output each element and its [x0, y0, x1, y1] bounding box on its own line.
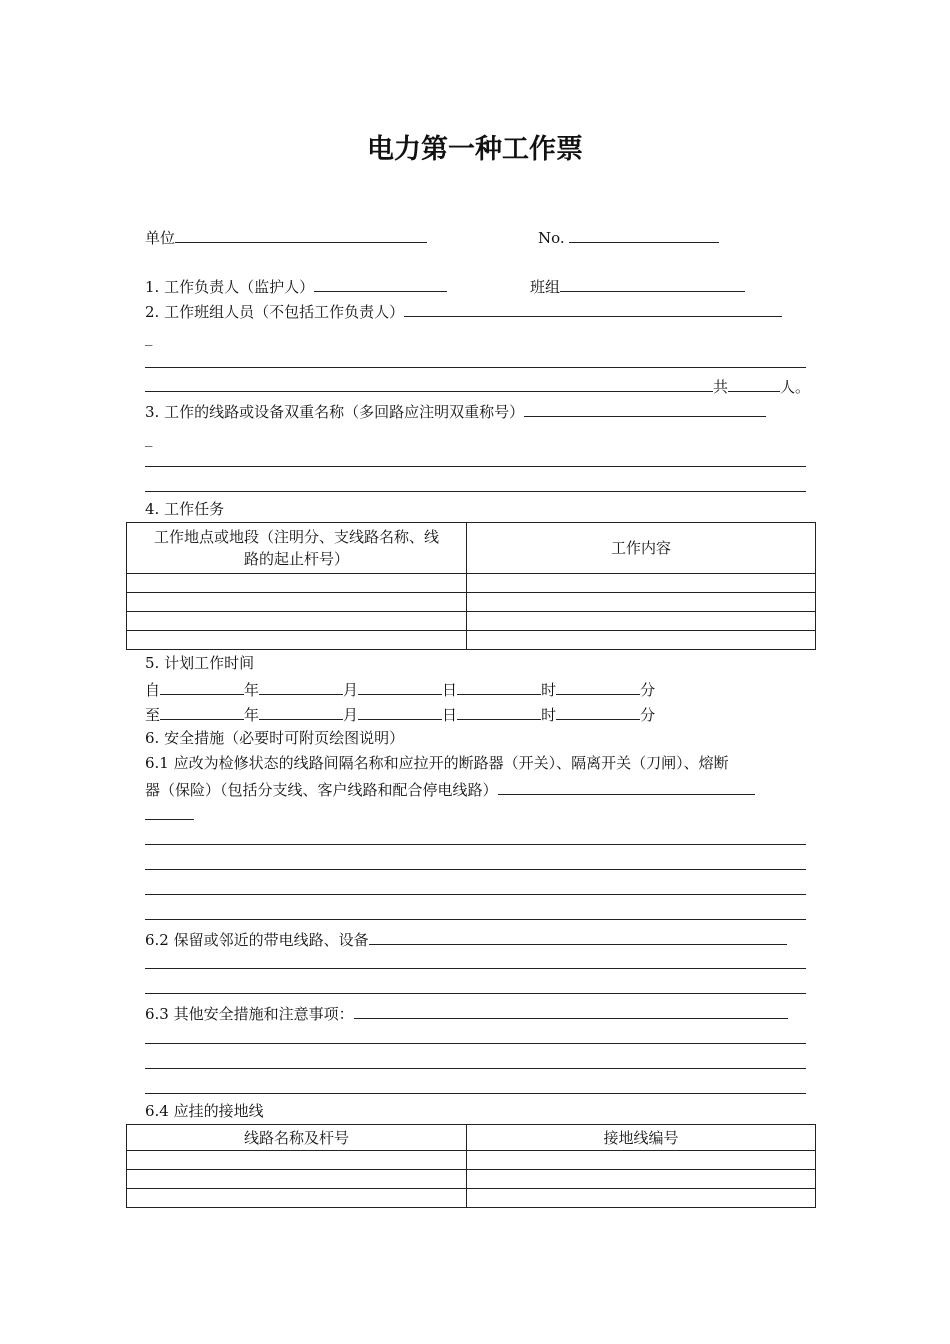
s62-label: 6.2 保留或邻近的带电线路、设备 [145, 931, 369, 949]
grounding-cell[interactable] [127, 1189, 467, 1208]
task-cell[interactable] [467, 612, 816, 631]
hour-unit: 时 [541, 681, 557, 699]
group-blank[interactable] [560, 276, 745, 292]
unit-label: 单位 [145, 229, 176, 247]
members-label: 2. 工作班组人员（不包括工作负责人） [145, 303, 405, 321]
time-to-row [145, 704, 655, 724]
minute-unit: 分 [640, 681, 656, 699]
s61-line-a[interactable] [145, 844, 806, 845]
plan-time-label: 5. 计划工作时间 [145, 654, 255, 672]
s64-label: 6.4 应挂的接地线 [145, 1102, 264, 1120]
equipment-blank[interactable] [524, 401, 766, 417]
month-unit: 月 [343, 681, 359, 699]
grounding-cell[interactable] [467, 1170, 816, 1189]
s61-line-d[interactable] [145, 919, 806, 920]
to-year-blank[interactable] [160, 704, 244, 720]
members-dash: _ [145, 328, 153, 346]
year-unit: 年 [244, 706, 260, 724]
s63-field [145, 1003, 788, 1023]
task-cell[interactable] [127, 612, 467, 631]
time-from-label: 自 [145, 681, 161, 699]
task-cell[interactable] [467, 593, 816, 612]
grounding-cell[interactable] [127, 1170, 467, 1189]
members-line-3[interactable] [145, 376, 713, 392]
s62-line-b[interactable] [145, 993, 806, 994]
day-unit: 日 [442, 681, 458, 699]
unit-blank[interactable] [175, 227, 427, 243]
grounding-cell[interactable] [467, 1189, 816, 1208]
minute-unit: 分 [640, 706, 656, 724]
s61-line2: 器（保险）（包括分支线、客户线路和配合停电线路） [145, 781, 498, 799]
s63-label: 6.3 其他安全措施和注意事项： [145, 1005, 354, 1023]
task-cell[interactable] [127, 593, 467, 612]
task-cell[interactable] [127, 631, 467, 650]
to-minute-blank[interactable] [556, 704, 640, 720]
members-line-2[interactable] [145, 367, 806, 368]
from-day-blank[interactable] [358, 679, 442, 695]
to-day-blank[interactable] [358, 704, 442, 720]
number-blank[interactable] [569, 227, 719, 243]
year-unit: 年 [244, 681, 260, 699]
members-blank[interactable] [404, 301, 782, 317]
time-from-row [145, 679, 655, 699]
to-hour-blank[interactable] [457, 704, 541, 720]
grounding-col-number-header: 接地线编号 [467, 1125, 816, 1151]
s61-line-b[interactable] [145, 869, 806, 870]
equipment-label: 3. 工作的线路或设备双重名称（多回路应注明双重称号） [145, 403, 525, 421]
s63-blank[interactable] [354, 1003, 788, 1019]
s61-line1: 6.1 应改为检修状态的线路间隔名称和应拉开的断路器（开关）、隔离开关（刀闸）、熔断 [145, 754, 729, 772]
s61-short-line[interactable] [145, 819, 194, 820]
equipment-line-2[interactable] [145, 466, 806, 467]
from-hour-blank[interactable] [457, 679, 541, 695]
safety-label: 6. 安全措施（必要时可附页绘图说明） [145, 729, 405, 747]
from-minute-blank[interactable] [556, 679, 640, 695]
s62-field [145, 929, 787, 949]
grounding-cell[interactable] [467, 1151, 816, 1170]
total-prefix: 共 [713, 378, 729, 396]
task-cell[interactable] [467, 574, 816, 593]
task-cell[interactable] [467, 631, 816, 650]
grounding-cell[interactable] [127, 1151, 467, 1170]
leader-blank[interactable] [314, 276, 447, 292]
task-cell[interactable] [127, 574, 467, 593]
day-unit: 日 [442, 706, 458, 724]
from-year-blank[interactable] [160, 679, 244, 695]
leader-field [145, 276, 447, 296]
s62-line-a[interactable] [145, 968, 806, 969]
s63-line-c[interactable] [145, 1093, 806, 1094]
number-label: No. [538, 229, 565, 247]
s63-line-b[interactable] [145, 1068, 806, 1069]
s62-blank[interactable] [369, 929, 787, 945]
task-table [126, 522, 816, 650]
equipment-dash: _ [145, 429, 153, 447]
s61-blank[interactable] [498, 779, 755, 795]
s61-field [145, 779, 755, 799]
unit-field [145, 227, 427, 247]
group-field [530, 276, 745, 296]
members-total [145, 376, 810, 396]
members-field [145, 301, 782, 321]
task-col-content-header: 工作内容 [467, 523, 816, 574]
number-field [538, 227, 719, 247]
task-col-location-header [127, 523, 467, 574]
task-col-location-line1: 工作地点或地段（注明分、支线路名称、线 [153, 528, 439, 546]
equipment-field [145, 401, 766, 421]
time-to-label: 至 [145, 706, 161, 724]
grounding-col-line-header: 线路名称及杆号 [127, 1125, 467, 1151]
to-month-blank[interactable] [259, 704, 343, 720]
hour-unit: 时 [541, 706, 557, 724]
leader-label: 1. 工作负责人（监护人） [145, 278, 315, 296]
task-label: 4. 工作任务 [145, 500, 225, 518]
page-title: 电力第一种工作票 [367, 134, 583, 165]
total-suffix: 人。 [780, 378, 811, 396]
s63-line-a[interactable] [145, 1043, 806, 1044]
task-col-location-line2: 路的起止杆号） [243, 550, 349, 568]
month-unit: 月 [343, 706, 359, 724]
total-count-blank[interactable] [728, 376, 780, 392]
group-label: 班组 [530, 278, 561, 296]
s61-line-c[interactable] [145, 894, 806, 895]
grounding-table [126, 1124, 816, 1208]
equipment-line-3[interactable] [145, 491, 806, 492]
from-month-blank[interactable] [259, 679, 343, 695]
